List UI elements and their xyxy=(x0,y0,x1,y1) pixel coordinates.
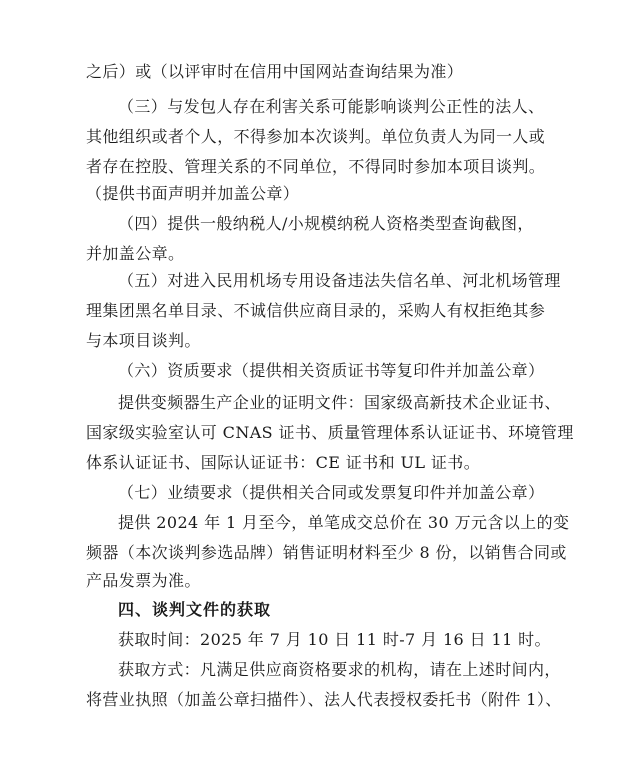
paragraph-line: 频器（本次谈判参选品牌）销售证明材料至少 8 份，以销售合同或 xyxy=(86,543,567,562)
paragraph-line: 产品发票为准。 xyxy=(86,571,201,590)
paragraph-line: （七）业绩要求（提供相关合同或发票复印件并加盖公章） xyxy=(118,483,545,502)
paragraph-line: （五）对进入民用机场专用设备违法失信名单、河北机场管理 xyxy=(118,271,561,290)
paragraph-line: 体系认证证书、国际认证证书：CE 证书和 UL 证书。 xyxy=(86,453,481,472)
paragraph-line: 国家级实验室认可 CNAS 证书、质量管理体系认证证书、环境管理 xyxy=(86,423,574,442)
paragraph-line: 者存在控股、管理关系的不同单位，不得同时参加本项目谈判。 xyxy=(86,157,546,176)
paragraph-line: （六）资质要求（提供相关资质证书等复印件并加盖公章） xyxy=(118,361,545,380)
paragraph-line: （三）与发包人存在利害关系可能影响谈判公正性的法人、 xyxy=(118,97,545,116)
paragraph-line: （四）提供一般纳税人/小规模纳税人资格类型查询截图， xyxy=(118,214,534,233)
paragraph-line: 提供 2024 年 1 月至今，单笔成交总价在 30 万元含以上的变 xyxy=(118,513,570,532)
paragraph-line: 理集团黑名单目录、不诚信供应商目录的，采购人有权拒绝其参 xyxy=(86,301,546,320)
paragraph-line: 其他组织或者个人，不得参加本次谈判。单位负责人为同一人或 xyxy=(86,127,546,146)
paragraph-line: 将营业执照（加盖公章扫描件）、法人代表授权委托书（附件 1）、 xyxy=(86,690,562,709)
paragraph-line: 之后）或（以评审时在信用中国网站查询结果为准） xyxy=(86,62,464,81)
paragraph-line: 获取时间：2025 年 7 月 10 日 11 时-7 月 16 日 11 时。 xyxy=(118,630,551,649)
paragraph-line: 获取方式：凡满足供应商资格要求的机构，请在上述时间内， xyxy=(118,660,561,679)
paragraph-line: 与本项目谈判。 xyxy=(86,331,201,350)
paragraph-line: 并加盖公章。 xyxy=(86,244,185,263)
section-heading: 四、谈判文件的获取 xyxy=(118,600,272,619)
paragraph-line: 提供变频器生产企业的证明文件：国家级高新技术企业证书、 xyxy=(118,393,561,412)
paragraph-line: （提供书面声明并加盖公章） xyxy=(86,184,300,203)
